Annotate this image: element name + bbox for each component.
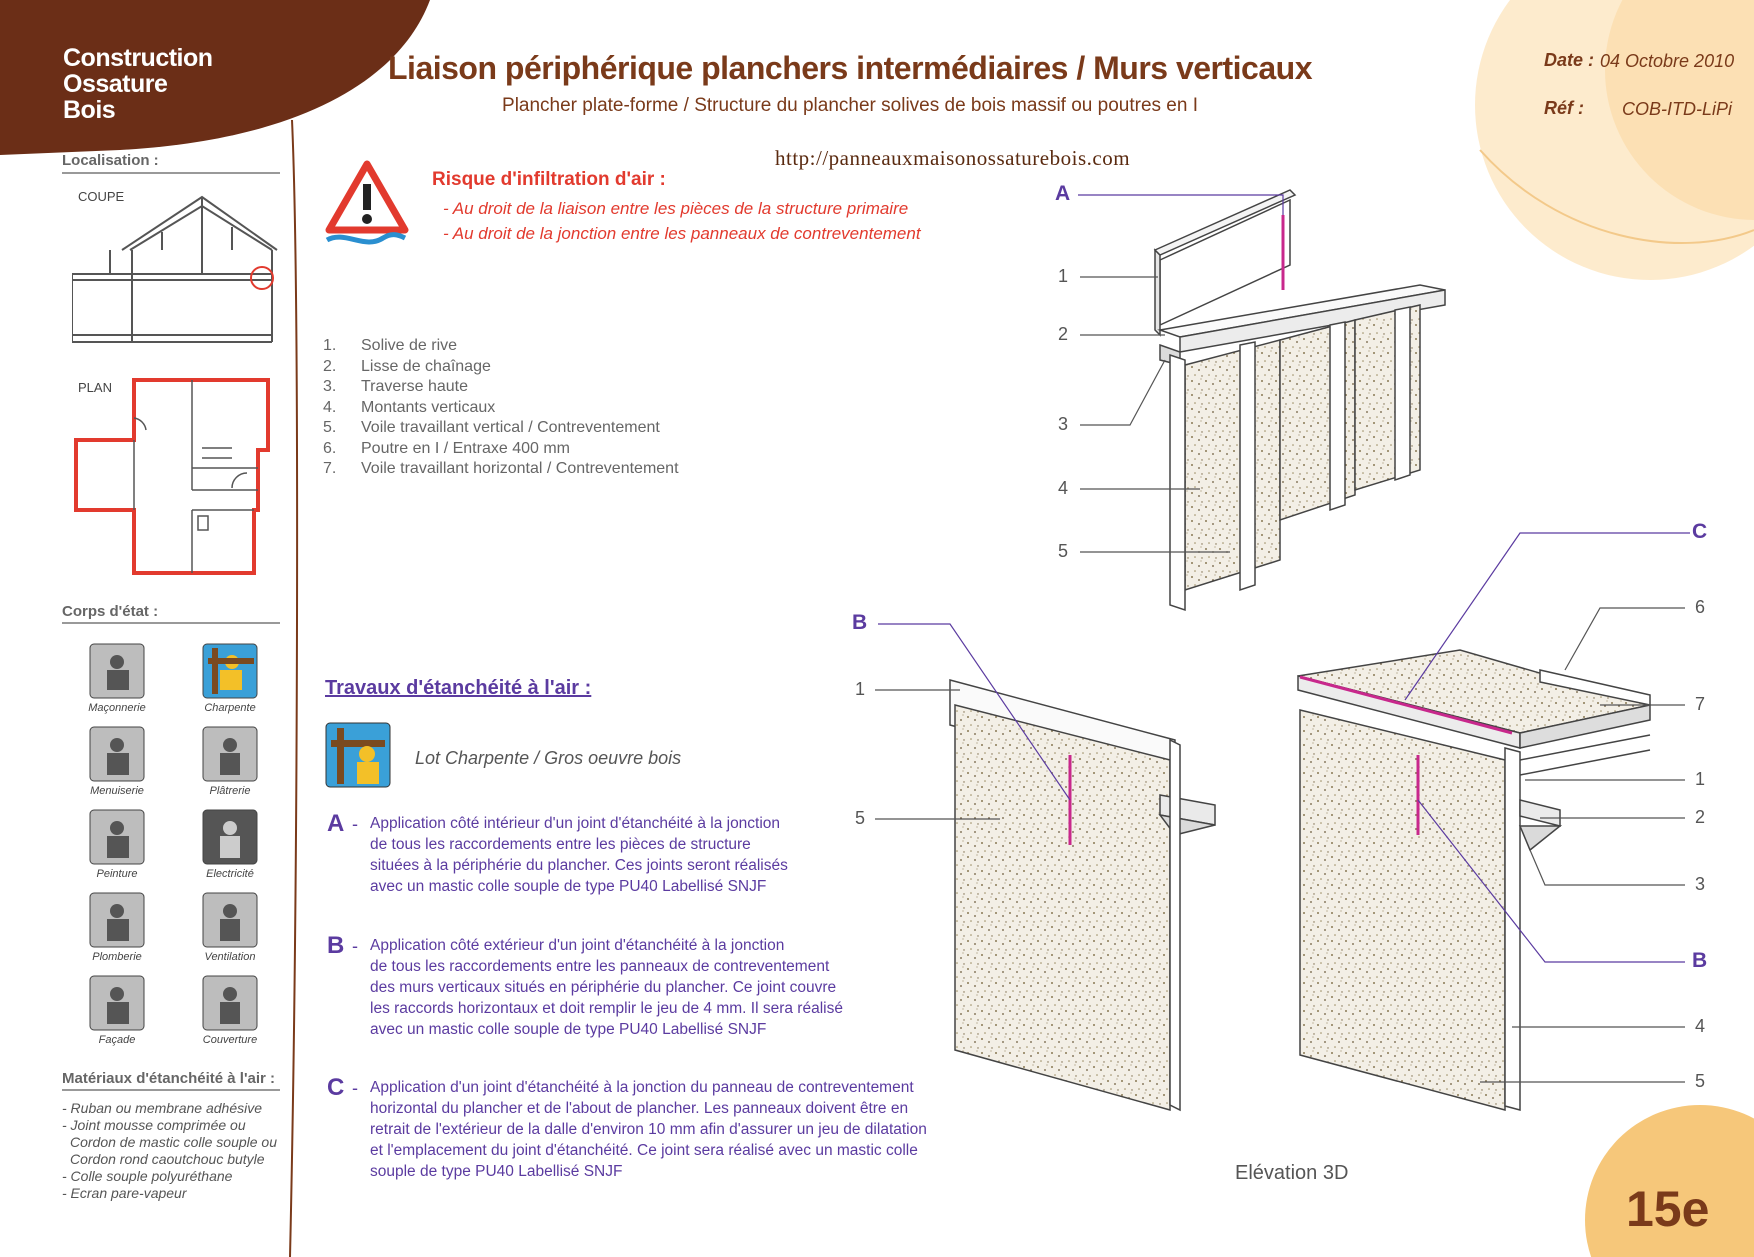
callout-num: 1 bbox=[855, 679, 866, 699]
item-b-text: Application côté extérieur d'un joint d'étanchéité à la jonction de tous les raccordements entre les panneaux de contreventement des murs verticaux situés en périphérie du plancher. Ce joint couvre les raccords horizontaux et doit remplir le jeu de 4 mm. Il sera réalisé avec un mastic colle souple de type PU40 Labellisé SNJF bbox=[370, 937, 843, 1038]
date-label: Date : bbox=[1544, 50, 1595, 70]
trade-label-charpente: Charpente bbox=[204, 702, 256, 714]
trade-label-peinture: Peinture bbox=[96, 868, 138, 880]
legend-item: 3. Traverse haute bbox=[323, 378, 469, 395]
callout-a: A bbox=[1055, 182, 1071, 205]
trade-label-facade: Façade bbox=[98, 1034, 136, 1046]
callout-num: 5 bbox=[855, 808, 866, 828]
item-dash: - bbox=[352, 1078, 358, 1098]
trade-label-electricite: Electricité bbox=[206, 868, 254, 880]
trade-label-platrerie: Plâtrerie bbox=[209, 785, 251, 797]
material-item: - Joint mousse comprimée ou bbox=[62, 1117, 246, 1133]
item-dash: - bbox=[352, 814, 358, 834]
callout-num: 1 bbox=[1058, 266, 1069, 286]
risk-title: Risque d'infiltration d'air : bbox=[432, 169, 666, 190]
item-dash: - bbox=[352, 936, 358, 956]
material-item: - Colle souple polyuréthane bbox=[62, 1168, 233, 1184]
lot-label: Lot Charpente / Gros oeuvre bois bbox=[415, 748, 682, 768]
diagram-c bbox=[1298, 650, 1650, 1110]
trade-label-couverture: Couverture bbox=[202, 1034, 258, 1046]
callout-c: C bbox=[1692, 520, 1708, 543]
corps-label: Corps d'état : bbox=[62, 603, 159, 620]
callout-num: 2 bbox=[1695, 807, 1706, 827]
legend-item: 1. Solive de rive bbox=[323, 337, 458, 354]
trade-label-menuiserie: Menuiserie bbox=[90, 785, 144, 797]
legend-item: 7. Voile travaillant horizontal / Contreventement bbox=[323, 460, 679, 477]
plan-label: PLAN bbox=[78, 380, 112, 395]
callout-num: 6 bbox=[1695, 597, 1706, 617]
page-subtitle: Plancher plate-forme / Structure du plancher solives de bois massif ou poutres en I bbox=[502, 95, 1198, 116]
callout-num: 4 bbox=[1058, 478, 1069, 498]
callout-num: 4 bbox=[1695, 1016, 1706, 1036]
callout-b2: B bbox=[1692, 949, 1708, 972]
diagram-a bbox=[1155, 190, 1445, 610]
callout-num: 7 bbox=[1695, 694, 1706, 714]
brand-line-1: Construction bbox=[63, 44, 213, 72]
legend-item: 4. Montants verticaux bbox=[323, 398, 496, 416]
material-item: Cordon rond caoutchouc butyle bbox=[70, 1151, 265, 1167]
website-url[interactable]: http://panneauxmaisonossaturebois.com bbox=[775, 146, 1131, 170]
ref-label: Réf : bbox=[1544, 98, 1584, 118]
item-letter-a: A bbox=[327, 810, 345, 837]
item-letter-b: B bbox=[327, 932, 345, 959]
brand-line-2: Ossature bbox=[63, 70, 168, 98]
materials-label: Matériaux d'étanchéité à l'air : bbox=[62, 1070, 276, 1087]
leader-d3-6 bbox=[1565, 608, 1685, 670]
leader-d3-3 bbox=[1530, 850, 1685, 885]
leader-3 bbox=[1080, 360, 1165, 425]
item-letter-c: C bbox=[327, 1074, 345, 1101]
risk-line: - Au droit de la jonction entre les panneaux de contreventement bbox=[443, 224, 921, 243]
callout-num: 1 bbox=[1695, 769, 1706, 789]
diagram-b bbox=[950, 680, 1215, 1110]
elevation-caption: Elévation 3D bbox=[1235, 1162, 1349, 1184]
ref-value: COB-ITD-LiPi bbox=[1622, 99, 1733, 119]
item-a-text: Application côté intérieur d'un joint d'étanchéité à la jonction de tous les raccordements entre les pièces de structure situées à la périphérie du plancher. Ces joints seront réalisés avec un mastic colle souple de type PU40 Labellisé SNJF bbox=[370, 815, 788, 895]
legend-item: 6. Poutre en I / Entraxe 400 mm bbox=[323, 439, 570, 457]
trade-label-maconnerie: Maçonnerie bbox=[88, 702, 146, 714]
material-item: - Ecran pare-vapeur bbox=[62, 1185, 187, 1201]
brand-line-3: Bois bbox=[63, 96, 116, 124]
risk-line: - Au droit de la liaison entre les pièces de la structure primaire bbox=[443, 199, 909, 218]
item-c-text: Application d'un joint d'étanchéité à la jonction du panneau de contreventement horizontal du plancher et de l'about de plancher. Les panneaux doivent être en retrait de l'extérieur de la dalle d'environ 10 mm afin d'assurer un jeu de dilatation et l'emplacement du joint d'étanchéité. Ce joint sera réalisé avec un mastic colle souple de type PU40 Labellisé SNJF bbox=[370, 1079, 927, 1180]
legend-item: 5. Voile travaillant vertical / Contreventement bbox=[323, 419, 660, 436]
callout-num: 5 bbox=[1058, 541, 1069, 561]
legend-item: 2. Lisse de chaînage bbox=[323, 357, 491, 375]
date-value: 04 Octobre 2010 bbox=[1600, 51, 1735, 71]
material-item: - Ruban ou membrane adhésive bbox=[62, 1100, 263, 1116]
trade-label-ventilation: Ventilation bbox=[204, 951, 256, 963]
page-title: Liaison périphérique planchers intermédiaires / Murs verticaux bbox=[388, 50, 1312, 86]
trade-label-plomberie: Plomberie bbox=[92, 951, 142, 963]
callout-num: 2 bbox=[1058, 324, 1069, 344]
page-number: 15e bbox=[1626, 1181, 1710, 1237]
callout-num: 5 bbox=[1695, 1071, 1706, 1091]
travaux-title: Travaux d'étanchéité à l'air : bbox=[325, 677, 592, 699]
coupe-label: COUPE bbox=[78, 189, 125, 204]
callout-num: 3 bbox=[1695, 874, 1706, 894]
callout-b: B bbox=[852, 611, 868, 634]
callout-num: 3 bbox=[1058, 414, 1069, 434]
material-item: Cordon de mastic colle souple ou bbox=[70, 1134, 278, 1150]
localisation-label: Localisation : bbox=[62, 152, 159, 169]
